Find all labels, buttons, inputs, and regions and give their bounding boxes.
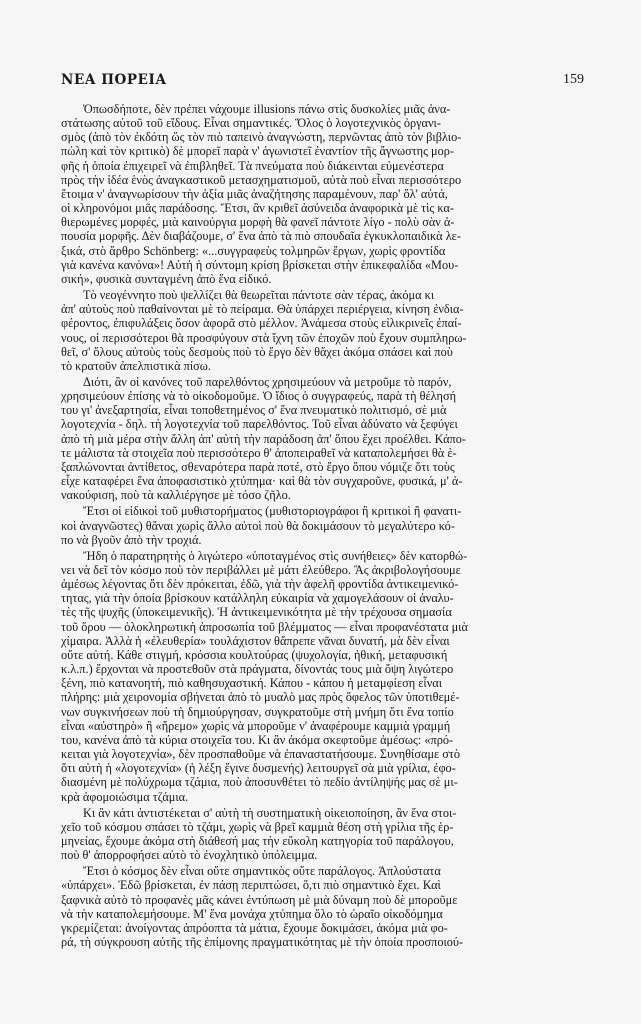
text-line: Ἔτσι οἱ εἰδικοὶ τοῦ μυθιστορήματος (μυθιστοριογράφοι ἢ κριτικοὶ ἢ φανατι- [83,504,462,519]
text-line: πο νὰ βγοῦν ἀπὸ τὴν τροχιά. [61,532,202,547]
text-line: τητας, γιὰ τὴν ὁποία βρίσκουν κατάλληλη εὐκαιρία νὰ χαμογελάσουν οἱ ἀναλυ- [61,591,454,606]
text-line: μηνείας, ἔχουμε ἀκόμα στὴ διάθεσή μας τὴν εὔκολη κατηγορία τοῦ παράλογου, [61,833,454,848]
text-line: ξαφνικὰ αὐτὸ τὸ προφανὲς μᾶς κάνει ἐντύπωση μὲ μιὰ δύναμη ποὺ δὲ μποροῦμε [61,892,458,907]
text-line: χίμαιρα. Ἀλλὰ ἡ «ἐλευθερία» τουλάχιστον θἄπρεπε νᾶναι δυνατή, μὰ δὲν εἶναι [61,633,450,648]
text-line: ἀπ' αὐτοὺς ποὺ παθαίνονται μὲ τὸ πείραμα. Θὰ ὑπάρχει περιέργεια, κίνηση ἐνδια- [61,302,464,317]
text-line: ὅτι αὐτὴ ἡ «λογοτεχνία» (ἡ λέξη ἔγινε δυσμενής) λειτουργεῖ σὰ μιὰ γρίλια, ἐφο- [61,761,456,776]
text-line: θιερωμένες μορφές, μιὰ καινούργια μορφὴ θὰ φανεῖ πάντοτε λίγο - πολὺ σὰν ἀ- [61,215,455,230]
text-line: ἀμέσως λέγοντας ὅτι δὲν πρόκειται, ἐδῶ, γιὰ τὴν ἀφελῆ φροντίδα ἀντικειμενικό- [61,577,459,592]
text-line: πρὸς τὴν ἰδέα ἑνὸς ἀναγκαστικοῦ μετασχηματισμοῦ, αὐτὰ ποὺ εἶναι περισσότερο [61,172,462,187]
text-line: τὲς τῆς ψυχῆς (ὑποκειμενικῆς). Ἡ ἀντικειμενικότητα μὲ τὴν τρέχουσα σημασία [61,605,452,620]
text-line: νει νὰ δεῖ τὸν κόσμο ποὺ τὸν περιβάλλει μὲ μάτι ἐλεύθερο. Ἂς ἀκριβολογήσουμε [61,563,461,577]
paragraph [61,806,584,863]
text-line: ξένη, πιὸ κατανοητή, πιὸ καθησυχαστική. Κάπου - κάπου ἡ μεταμφίεση εἶναι [61,676,443,691]
text-line: νους, οἱ περισσότεροι θὰ προσφύγουν στὰ ἴχνη τῶν ἐποχῶν ποὺ ἔχουν συμπληρω- [61,330,467,345]
text-line: σμὸς (ἀπὸ τὸν ἐκδότη ὥς τὸν πιὸ ταπεινὸ ἀναγνώστη, περνῶντας ἀπὸ τὸν βιβλιο- [61,130,462,145]
text-line: Τὸ νεογέννητο ποὺ ψελλίζει θὰ θεωρεῖται πάντοτε σὰν τέρας, ἀκόμα κι [83,288,435,303]
text-line: κειται γιὰ λογοτεχνία», δὲν προσπαθοῦμε νὰ ἐπαναστατήσουμε. Συνηθίσαμε στὸ [61,747,460,762]
text-line: οὔτε αὐτή. Κάθε στιγμή, κρόσσια κουλτούρας (ψυχολογία, ἠθική, μεταφυσική [61,647,448,662]
text-line: πώλη καὶ τὸν κριτικὸ) δὲ μπορεῖ παρὰ ν' ἀγωνιστεῖ ἐναντίον τῆς ἄγνωστης μορ- [61,144,455,159]
text-line: Ὁπωσδήποτε, δὲν πρέπει νάχουμε illusions πάνω στὶς δυσκολίες μιᾶς ἀνα- [83,102,451,116]
text-line: σική», φυσικὰ συνταγμένη ἀπὸ ἕνα εἰδικό. [61,271,272,286]
text-line: νακούφιση, ποὺ τὰ καλλιέργησε μὲ τόσο ζῆλο. [61,488,291,503]
text-line: ρά, τὴ σύγκρουση αὐτῆς τῆς ἐπίμονης πραγματικότητας μὲ τὴν ὁποία προσποιού- [61,935,464,950]
text-line: τοῦ ὅρου — ὁλοκληρωτικὴ ἀπροσωπία τοῦ βλέμματος — εἶναι προφανέστατα μιὰ [61,619,468,634]
text-line: τὸ κρατοῦν ἀπελπιστικὰ πίσω. [61,358,211,373]
text-line: πλήρης: μιὰ χειρονομία σβήνεται ἀπὸ τὸ μυαλὸ μας πρὸς ὄφελος τῶν ὑποτιθεμέ- [61,690,460,705]
text-line: εἶχε καταφέρει ἕνα ἀποφασιστικὸ χτύπημα· καὶ θὰ τὸν συγχαροῦνε, φυσικά, μ' ἀ- [61,474,463,489]
text-line: φέροντος, ἐπιφυλάξεις ὅσον ἀφορᾶ στὸ μέλλον. Ἀνάμεσα στοὺς εἰλικρινεῖς ἐπαί- [61,316,462,331]
running-title: ΝΕΑ ΠΟΡΕΙΑ [61,72,167,88]
paragraph [61,504,584,546]
text-line: Διότι, ἂν οἱ κανόνες τοῦ παρελθόντος χρησιμεύουν νὰ μετροῦμε τὸ παρόν, [83,374,452,389]
text-line: πουσία μορφῆς. Δὲν διαβάζουμε, σ' ἕνα ἀπὸ τὰ πιὸ σπουδαῖα ἐγκυκλοπαιδικὰ λε- [61,229,461,244]
text-line: στάτωσης αὐτοῦ τοῦ εἴδους. Εἶναι σημαντικές. Ὅλος ὁ λογοτεχνικὸς ὀργανι- [61,116,441,131]
body-text [61,102,584,949]
text-line: γκρεμίζεται: ἀνοίγοντας ἀπρόοπτα τὰ μάτια, ἔχουμε δοκιμάσει, ἀκόμα μιὰ φο- [61,920,448,935]
text-line: θεῖ, σ' ὅλους αὐτοὺς τοὺς δεσμοὺς ποὺ τὸ ἔργο δὲν θἄχει ἀκόμα σπάσει καὶ ποὺ [61,344,453,359]
text-line: ἀπὸ τὴ μιὰ μέρα στὴν ἄλλη ἀπ' αὐτὴ τὴν παράδοση ἀπ' ὅπου ἔχει προέλθει. Κάπο- [61,431,467,446]
page-header [61,72,584,96]
text-line: Ἤδη ὁ παρατηρητὴς ὁ λιγώτερο «ὑποταγμένος στὶς συνήθειες» δὲν κατορθώ- [83,548,468,563]
text-line: του, κανένα ἀπὸ τὰ κύρια στοιχεῖα του. Κι ἂν ἀκόμα σκεφτοῦμε ἀμέσως: «πρό- [61,732,454,747]
paragraph [61,102,584,286]
paragraph [61,375,584,502]
text-line: κρὰ ἀφομοιώσιμα τζάμια. [61,789,189,804]
text-line: εἶναι «αὐστηρὸ» ἢ «ἤρεμο» χωρὶς νὰ μποροῦμε ν' ἀναφέρουμε καμμιὰ γραμμή [61,718,451,733]
text-line: ποὺ θ' ἀπορροφήσει αὐτὸ τὸ ἐνοχλητικὸ ὑπόλειμμα. [61,848,318,863]
text-line: ἕτοιμα ν' ἀναγνωρίσουν τὴν ἀξία μιᾶς ἀναζήτησης παραμένουν, παρ' ὅλ' αὐτά, [61,186,448,201]
text-line: νὰ τὴν καταπολεμήσουμε. Μ' ἕνα μονάχα χτύπημα ὅλο τὸ ὡραῖο οἰκοδόμημα [61,906,443,921]
text-line: «ὑπάρχει». Ἐδῶ βρίσκεται, ἐν πάσῃ περιπτώσει, ὅ,τι πιὸ σημαντικὸ ἔχει. Καὶ [61,878,441,893]
text-line: λογοτεχνία - δηλ. τὴ λογοτεχνία τοῦ παρελθόντος. Τοῦ εἶναι ἀδύνατο νὰ ξεφύγει [61,417,458,432]
text-line: Κι ἂν κάτι ἀντιστέκεται σ' αὐτὴ τὴ συστηματικὴ οἰκειοποίηση, ἂν ἕνα στοι- [83,805,457,820]
text-line: χρησιμεύουν ἐπίσης νὰ τὸ οἰκοδομοῦμε. Ὁ ἴδιος ὁ συγγραφεύς, παρὰ τὴ θέλησή [61,389,457,404]
text-line: διασμένη μὲ πολύχρωμα τζάμια, ποὺ ἀποσυνθέτει τὸ πεδίο ἀντίληψής μας σὲ μι- [61,775,458,790]
text-line: κοὶ ἀναγνῶστες) θἄναι χωρὶς ἄλλο αὐτοὶ ποὺ θὰ δοκιμάσουν τὸ μεγαλύτερο κό- [61,518,455,533]
paragraph [61,288,584,373]
text-line: Ἔτσι ὁ κόσμος δὲν εἶναι οὔτε σημαντικὸς οὔτε παράλογος. Ἁπλούστατα [83,864,441,879]
paragraph [61,549,584,804]
text-line: του γι' ἀνεξαρτησία, εἶναι τοποθετημένος σ' ἕνα πνευματικὸ πολιτισμό, σὲ μιὰ [61,403,447,418]
text-line: χεῖο τοῦ κόσμου σπάσει τὸ τζάμι, χωρὶς νὰ βρεῖ καμμιὰ θέση στὴ γρίλια τῆς ἑρ- [61,819,454,834]
text-line: γιὰ κανένα κανόνα»! Αὐτὴ ἡ σύντομη κρίση βρίσκεται στὴν ἐπικεφαλίδα «Μου- [61,257,459,272]
text-line: ξικά, στὸ ἄρθρο Schönberg: «...συγγραφεὺς τολμηρῶν ἔργων, χωρὶς φροντίδα [61,243,446,258]
text-line: τε μάλιστα τὰ στοιχεῖα ποὺ περισσότερο θ' ἀποπειραθεῖ νὰ καταπολεμήσει θὰ ἑ- [61,445,457,460]
page-number: 159 [563,72,584,87]
text-line: ξαπλώνονται ἀντίθετος, σθεναρότερα παρὰ ποτέ, στὸ ἔργο ὅπου νόμιζε ὅτι τοὺς [61,459,455,474]
text-line: φῆς ἡ ὁποία ἐπιχειρεῖ νὰ ἐπιβληθεῖ. Τὰ πνεύματα ποὺ διάκεινται εὐμενέστερα [61,158,444,173]
text-line: οἱ κληρονόμοι μιᾶς παράδοσης. Ἔτσι, ἂν κριθεῖ ἀσύνειδα ἀναφορικὰ μὲ τὶς κα- [61,201,454,216]
text-line: κ.λ.π.) ἔρχονται νὰ προστεθοῦν στὰ πράγματα, δίνοντάς τους μιὰ ὄψη λιγώτερο [61,662,454,677]
text-line: νων συγκινήσεων ποὺ τὴ δημιούργησαν, συγκρατοῦμε στὴ μνήμη ὅτι ἕνα τοπίο [61,704,454,719]
paragraph [61,864,584,949]
